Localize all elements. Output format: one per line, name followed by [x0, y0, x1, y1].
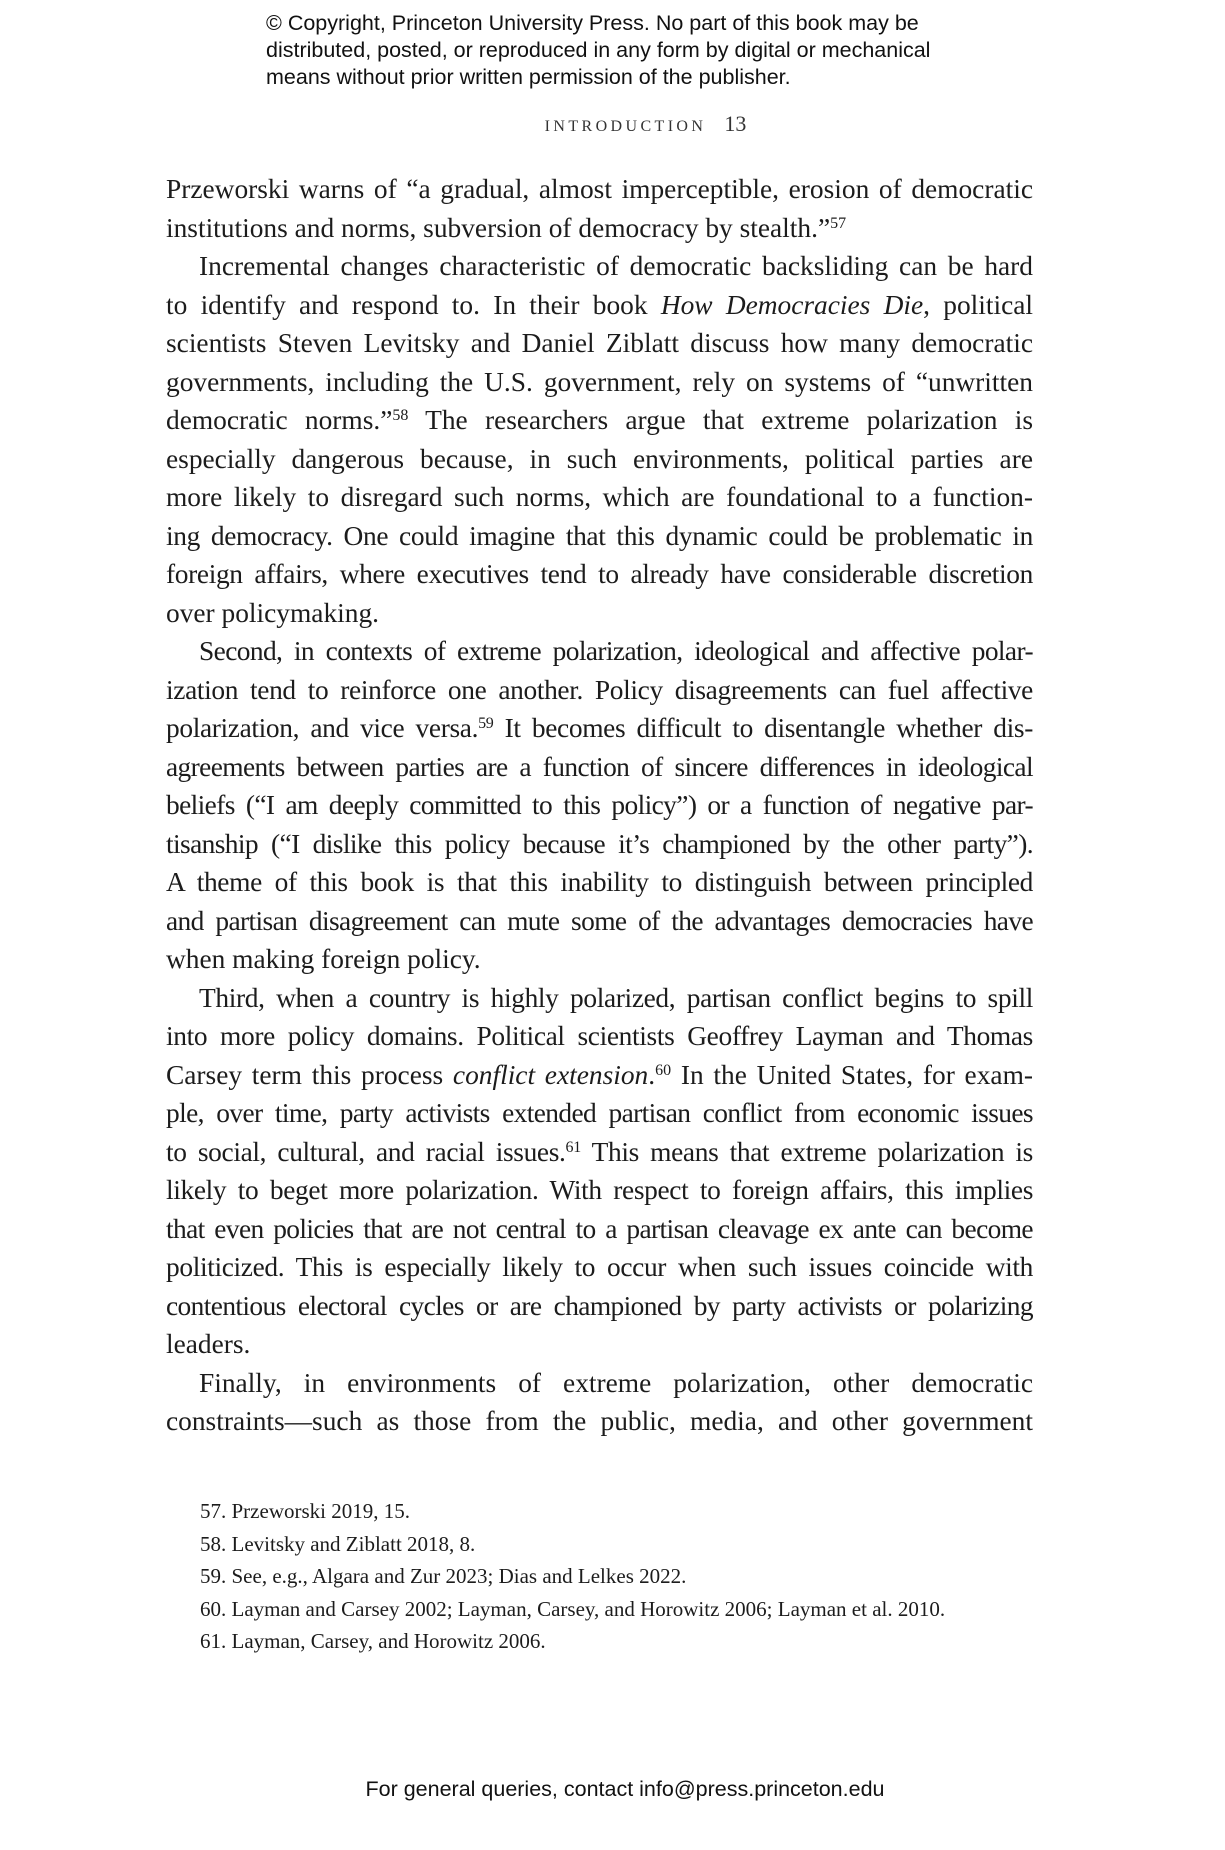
- footnote-text: See, e.g., Algara and Zur 2023; Dias and Lelkes 2022.: [231, 1564, 687, 1588]
- text-line: and partisan disagreement can mute some of the advantages democracies have: [166, 905, 1033, 936]
- text-line: ization tend to reinforce one another. Policy disagreements can fuel affective: [166, 674, 1033, 705]
- footnote-61: [200, 1625, 1030, 1658]
- text-line: governments, including the U.S. government, rely on systems of “unwritten: [166, 366, 1033, 397]
- text-line: into more policy domains. Political scientists Geoffrey Layman and Thomas: [166, 1021, 1033, 1051]
- text-line: Second, in contexts of extreme polarization, ideological and affective polar-: [199, 636, 1033, 666]
- text-run: .: [648, 1059, 656, 1090]
- text-run: polarization, and vice versa.: [166, 713, 479, 743]
- text-run: , political: [923, 289, 1034, 320]
- text-line: over policymaking.: [166, 597, 379, 628]
- footnote-58: [200, 1528, 1030, 1561]
- text-line: especially dangerous because, in such environments, political parties are: [166, 443, 1033, 474]
- text-line: tisanship (“I dislike this policy because it’s championed by the other party”).: [166, 828, 1033, 859]
- footnote-number: 60.: [200, 1596, 227, 1621]
- body-text: [166, 170, 1033, 1441]
- copyright-notice: [266, 10, 986, 91]
- footnote-57: [200, 1495, 1030, 1528]
- footnote-text: Layman and Carsey 2002; Layman, Carsey, and Horowitz 2006; Layman et al. 2010.: [231, 1596, 946, 1621]
- footnote-59: [200, 1560, 1030, 1593]
- footnote-ref[interactable]: 61: [565, 1138, 581, 1156]
- footnote-number: 59.: [200, 1564, 227, 1588]
- text-line: more likely to disregard such norms, which are foundational to a function-: [166, 482, 1033, 512]
- running-head: [0, 111, 1225, 137]
- footnote-text: Przeworski 2019, 15.: [231, 1499, 410, 1523]
- text-line: Przeworski warns of “a gradual, almost imperceptible, erosion of democratic: [166, 174, 1033, 204]
- text-run: It becomes difficult to disentangle whether dis-: [493, 713, 1033, 743]
- text-line: that even policies that are not central to a partisan cleavage ex ante can become: [166, 1213, 1033, 1244]
- text-line: Third, when a country is highly polarized, partisan conflict begins to spill: [199, 982, 1033, 1013]
- footnotes: [200, 1495, 1030, 1658]
- text-line: A theme of this book is that this inability to distinguish between principled: [166, 867, 1033, 897]
- copyright-line: © Copyright, Princeton University Press. No part of this book may be: [266, 11, 919, 35]
- contact-footer: For general queries, contact info@press.princeton.edu: [365, 1777, 885, 1801]
- text-line: [166, 401, 1033, 440]
- text-line: [166, 209, 1033, 248]
- section-title: INTRODUCTION: [544, 118, 707, 135]
- term: conflict extension: [452, 1059, 649, 1090]
- copyright-line: distributed, posted, or reproduced in any form by digital or mechanical: [266, 38, 931, 62]
- text-run: institutions and norms, subversion of democracy by stealth.”: [166, 212, 831, 243]
- footnote-60: [200, 1593, 1030, 1626]
- text-line: agreements between parties are a function of sincere differences in ideological: [166, 751, 1033, 782]
- text-line: ing democracy. One could imagine that this dynamic could be problematic in: [166, 520, 1033, 551]
- footnote-text: Layman, Carsey, and Horowitz 2006.: [231, 1629, 546, 1653]
- text-line: [166, 1133, 1033, 1172]
- text-line: [166, 709, 1033, 748]
- footnote-ref[interactable]: 58: [392, 407, 409, 424]
- footnote-number: 58.: [200, 1531, 227, 1556]
- text-line: politicized. This is especially likely to occur when such issues coincide with: [166, 1252, 1033, 1282]
- copyright-line: means without prior written permission of the publisher.: [266, 65, 791, 89]
- text-line: likely to beget more polarization. With respect to foreign affairs, this implies: [166, 1175, 1033, 1205]
- text-line: leaders.: [166, 1329, 251, 1359]
- text-line: [166, 1056, 1033, 1095]
- footnote-text: Levitsky and Ziblatt 2018, 8.: [231, 1531, 476, 1556]
- footnote-ref[interactable]: 59: [478, 715, 494, 732]
- text-run: to identify and respond to. In their book: [166, 289, 661, 320]
- text-run: The researchers argue that extreme polarization is: [408, 405, 1033, 435]
- page-number: 13: [724, 111, 747, 136]
- text-line: [166, 286, 1033, 325]
- text-run: In the United States, for exam-: [671, 1059, 1033, 1090]
- text-line: scientists Steven Levitsky and Daniel Ziblatt discuss how many democratic: [166, 328, 1033, 358]
- footnote-ref[interactable]: 60: [655, 1061, 672, 1079]
- text-line: constraints—such as those from the public, media, and other government: [166, 1406, 1033, 1436]
- text-run: democratic norms.”: [166, 405, 393, 435]
- text-line: Finally, in environments of extreme polarization, other democratic: [199, 1367, 1033, 1398]
- text-line: when making foreign policy.: [166, 944, 481, 974]
- book-title: How Democracies Die: [660, 289, 924, 320]
- text-line: foreign affairs, where executives tend to already have considerable discretion: [166, 559, 1033, 589]
- text-run: to social, cultural, and racial issues.: [166, 1136, 566, 1167]
- footnote-ref[interactable]: 57: [830, 214, 847, 232]
- text-run: Carsey term this process: [166, 1059, 453, 1090]
- text-line: beliefs (“I am deeply committed to this policy”) or a function of negative par-: [166, 790, 1033, 820]
- text-run: This means that extreme polarization is: [580, 1136, 1033, 1167]
- footnote-number: 57.: [200, 1499, 227, 1523]
- text-line: contentious electoral cycles or are championed by party activists or polarizing: [166, 1290, 1033, 1321]
- text-line: ple, over time, party activists extended partisan conflict from economic issues: [166, 1098, 1033, 1128]
- text-line: Incremental changes characteristic of democratic backsliding can be hard: [199, 251, 1033, 281]
- footnote-number: 61.: [200, 1629, 227, 1653]
